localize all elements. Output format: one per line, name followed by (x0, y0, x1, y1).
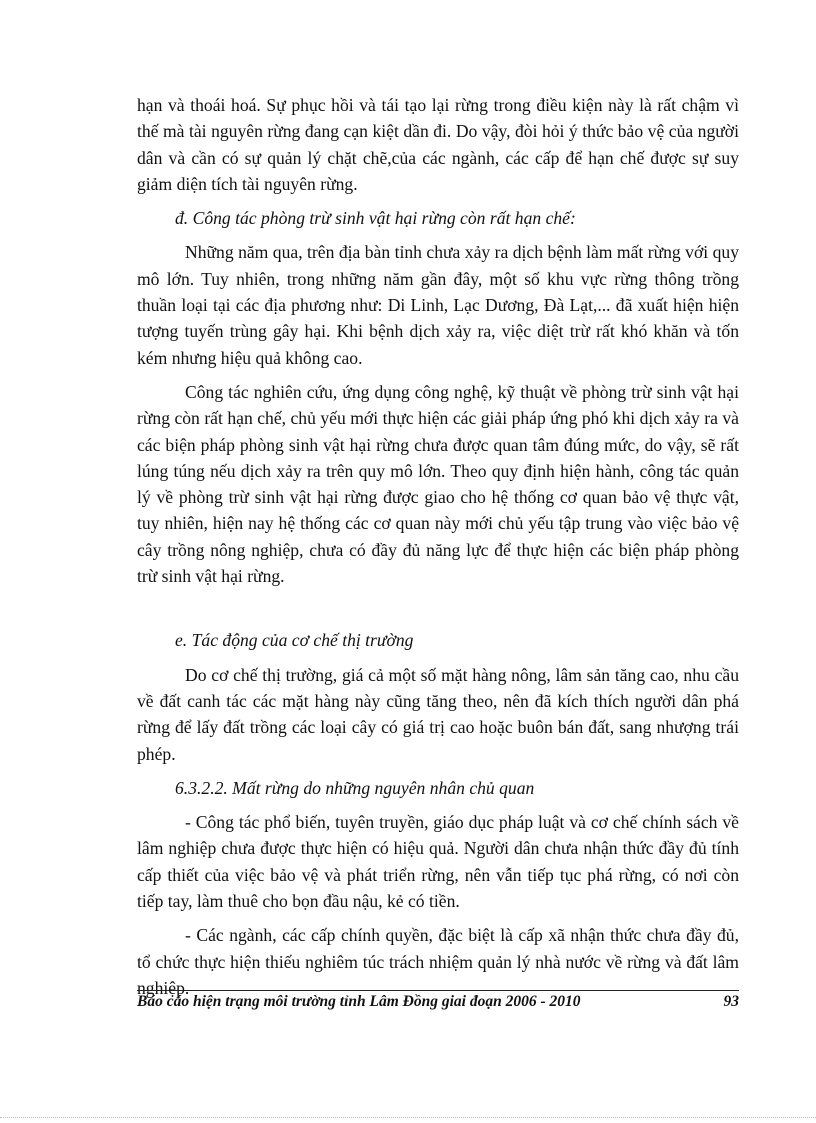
page-footer (137, 993, 739, 1011)
footer-title: Báo cáo hiện trạng môi trường tỉnh Lâm Đồng giai đoạn 2006 - 2010 (137, 993, 581, 1010)
section-heading-e: e. Tác động của cơ chế thị trường (175, 630, 414, 651)
section-heading-d: đ. Công tác phòng trừ sinh vật hại rừng còn rất hạn chế: (175, 208, 576, 229)
paragraph-pest-overview: Những năm qua, trên địa bàn tỉnh chưa xảy ra dịch bệnh làm mất rừng với quy mô lớn. Tuy nhiên, trong những năm gần đây, một số khu vực rừng thông trồng thuần loại tại các địa phương như: Di Linh, Lạc Dương, Đà Lạt,... đã xuất hiện hiện tượng tuyến trùng gây hại. Khi bệnh dịch xảy ra, việc diệt trừ rất khó khăn và tốn kém nhưng hiệu quả không cao. (137, 242, 739, 368)
footer-divider (137, 990, 739, 991)
subsection-heading-6-3-2-2: 6.3.2.2. Mất rừng do những nguyên nhân chủ quan (175, 777, 535, 798)
paragraph-continued: hạn và thoái hoá. Sự phục hồi và tái tạo lại rừng trong điều kiện này là rất chậm vì thế mà tài nguyên rừng đang cạn kiệt dần đi. Do vậy, đòi hỏi ý thức bảo vệ của người dân và cần có sự quản lý chặt chẽ,của các ngành, các cấp để hạn chế được sự suy giảm diện tích tài nguyên rừng. (137, 95, 739, 194)
document-body (137, 92, 739, 1009)
page-bottom-border (0, 1117, 816, 1118)
paragraph-legal-education: - Công tác phổ biến, tuyên truyền, giáo dục pháp luật và cơ chế chính sách về lâm nghiệp chưa được thực hiện có hiệu quả. Người dân chưa nhận thức đầy đủ tính cấp thiết của việc bảo vệ và phát triển rừng, nên vẫn tiếp tục phá rừng, có nơi còn tiếp tay, làm thuê cho bọn đầu nậu, kẻ có tiền. (137, 812, 739, 912)
page-number: 93 (723, 993, 739, 1010)
paragraph-research-limits: Công tác nghiên cứu, ứng dụng công nghệ, kỹ thuật về phòng trừ sinh vật hại rừng còn rất hạn chế, chủ yếu mới thực hiện các giải pháp ứng phó khi dịch xảy ra và các biện pháp phòng sinh vật hại rừng chưa được quan tâm đúng mức, do vậy, sẽ rất lúng túng nếu dịch xảy ra trên quy mô lớn. Theo quy định hiện hành, công tác quản lý về phòng trừ sinh vật hại rừng được giao cho hệ thống cơ quan bảo vệ thực vật, tuy nhiên, hiện nay hệ thống các cơ quan này mới chủ yếu tập trung vào việc bảo vệ cây trồng nông nghiệp, chưa có đầy đủ năng lực để thực hiện các biện pháp phòng trừ sinh vật hại rừng. (137, 381, 739, 587)
paragraph-local-authorities: - Các ngành, các cấp chính quyền, đặc biệt là cấp xã nhận thức chưa đầy đủ, tổ chức thực hiện thiếu nghiêm túc trách nhiệm quản lý nhà nước về rừng và đất lâm nghiệp. (137, 925, 739, 998)
paragraph-market-impact: Do cơ chế thị trường, giá cả một số mặt hàng nông, lâm sản tăng cao, nhu cầu về đất canh tác các mặt hàng này cũng tăng theo, nên đã kích thích người dân phá rừng để lấy đất trồng các loại cây có giá trị cao hoặc buôn bán đất, sang nhượng trái phép. (137, 664, 739, 764)
